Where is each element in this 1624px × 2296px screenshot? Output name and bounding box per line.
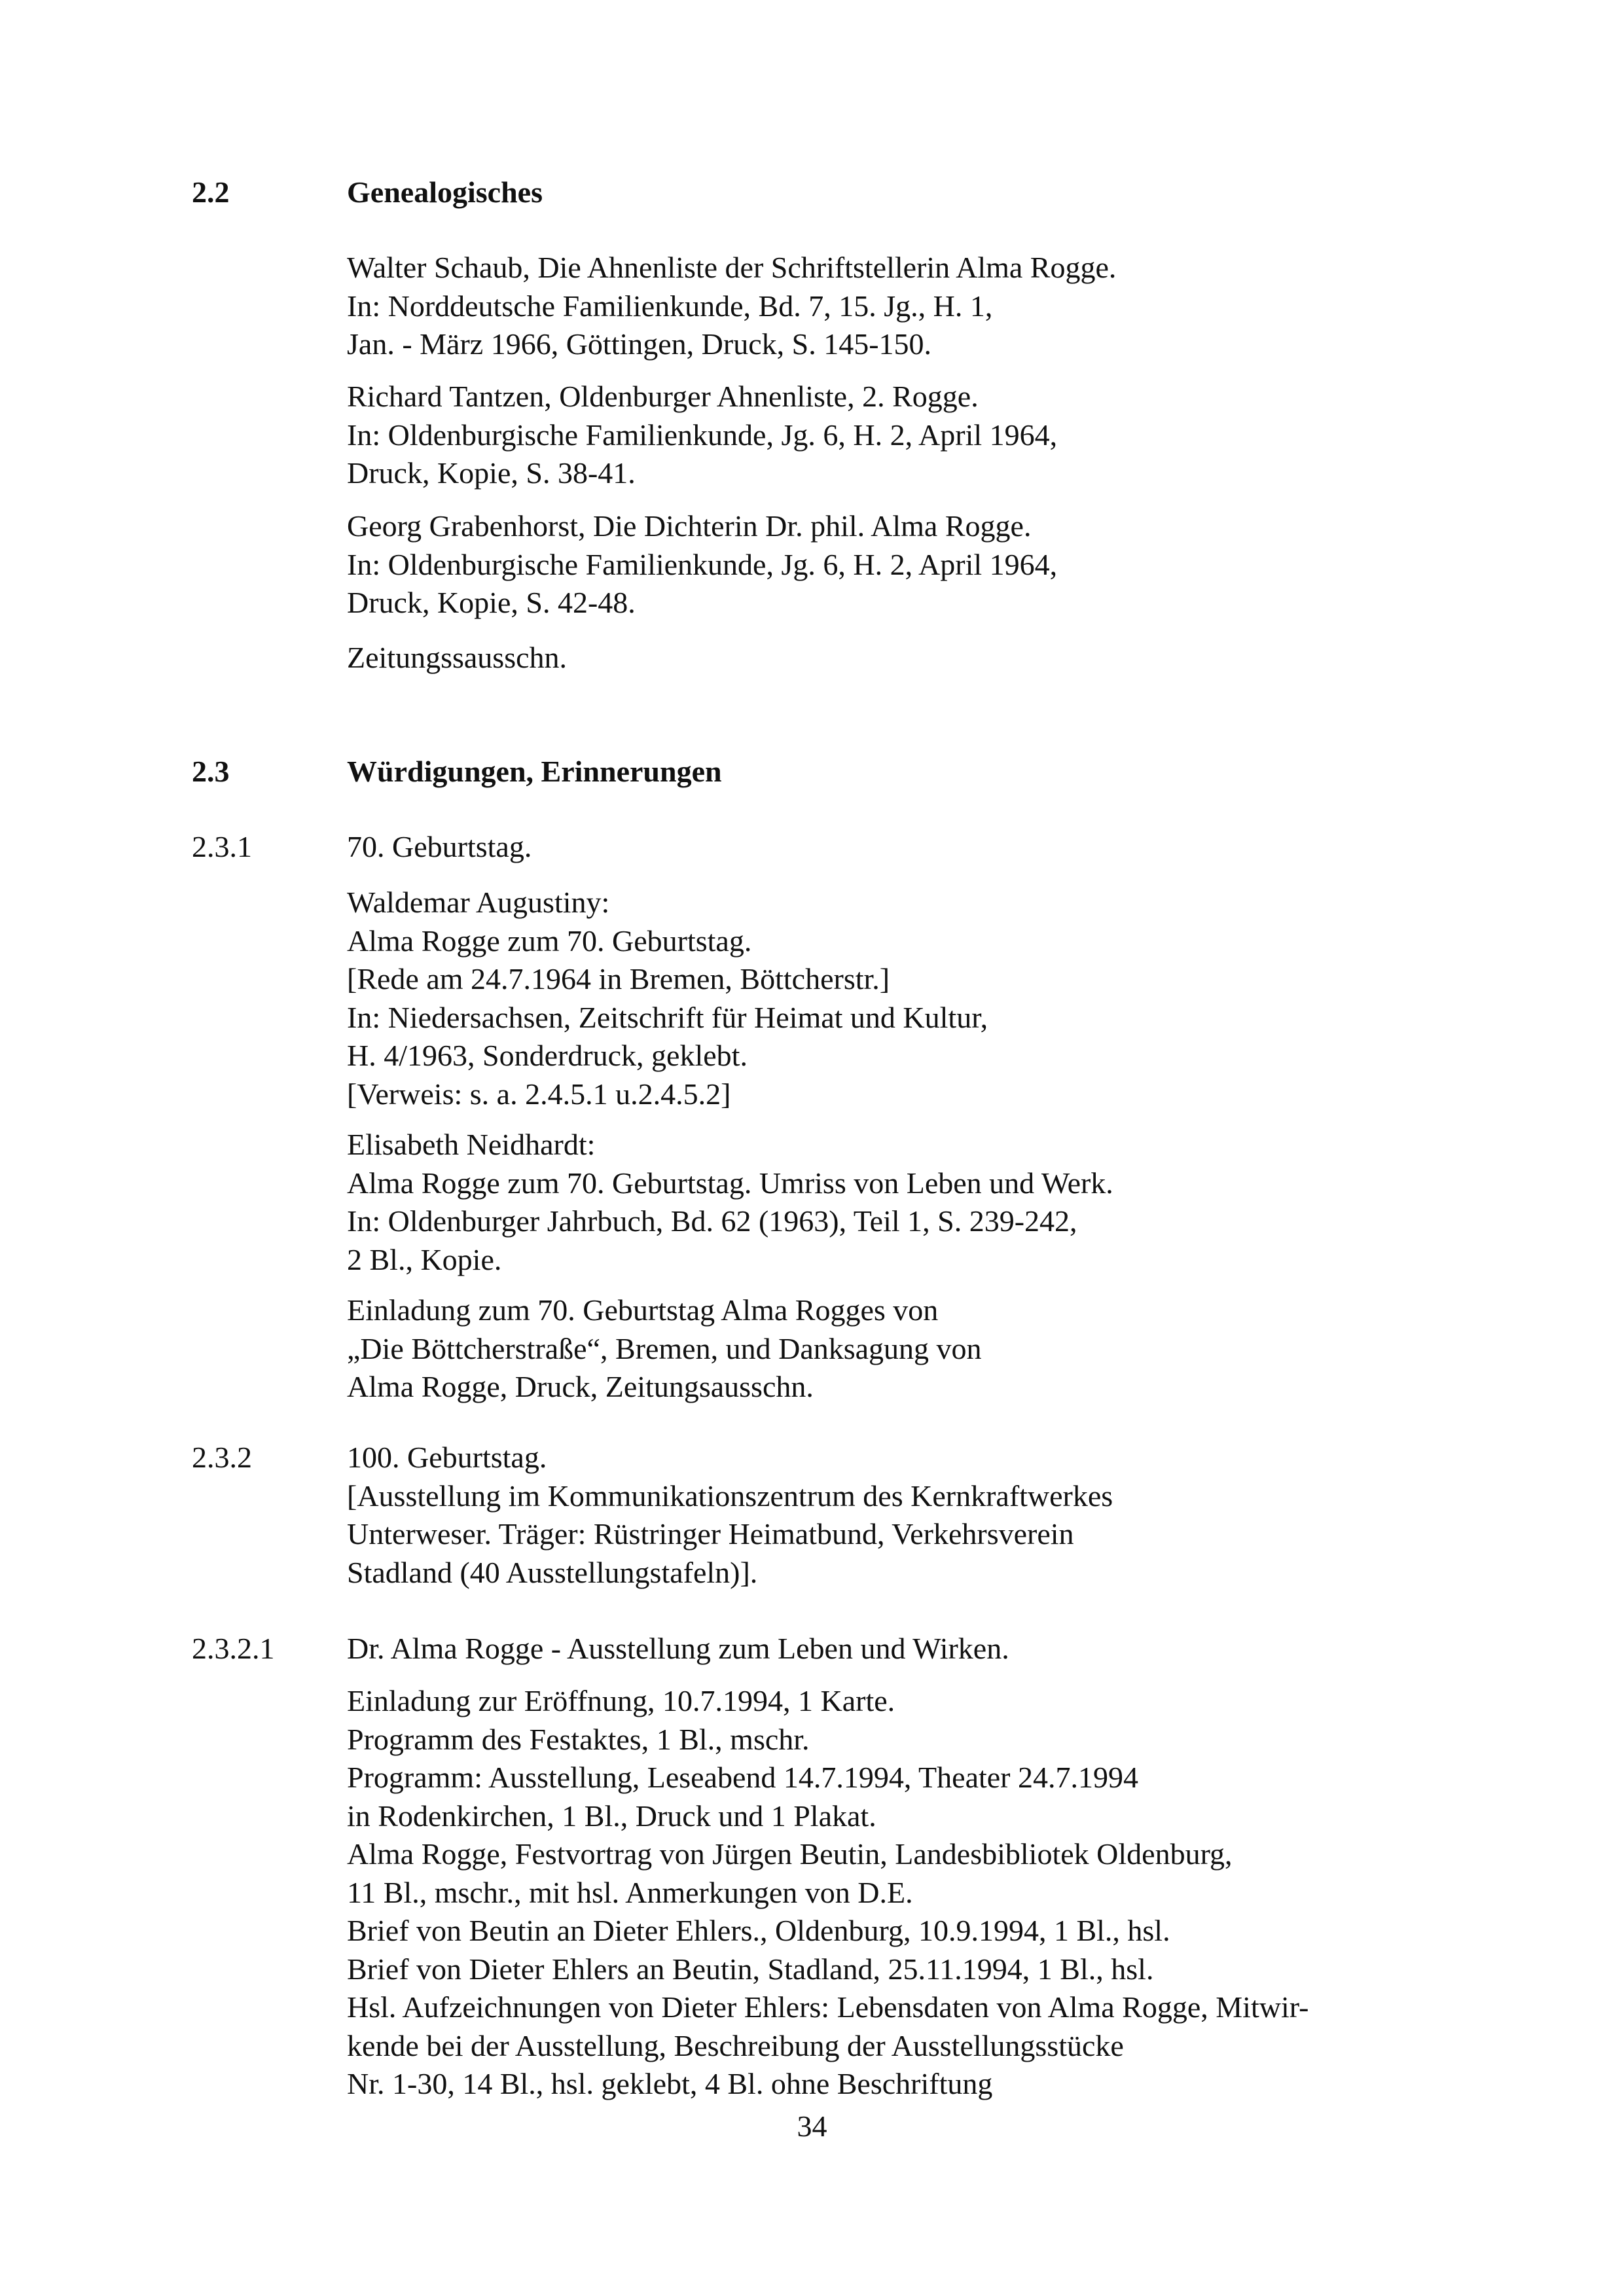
entry-line: Programm des Festaktes, 1 Bl., mschr.	[347, 1722, 810, 1756]
entry-line: Hsl. Aufzeichnungen von Dieter Ehlers: Lebensdaten von Alma Rogge, Mitwir-	[347, 1990, 1309, 2024]
bibliography-entry	[347, 1291, 1591, 1407]
entry-line: Jan. - März 1966, Göttingen, Druck, S. 145-150.	[347, 327, 932, 361]
section-title-wuerdigungen: Würdigungen, Erinnerungen	[347, 755, 722, 788]
entry-line: Walter Schaub, Die Ahnenliste der Schriftstellerin Alma Rogge.	[347, 251, 1117, 284]
entry-line: Richard Tantzen, Oldenburger Ahnenliste, 2. Rogge.	[347, 380, 979, 413]
section-number-2-3: 2.3	[192, 755, 230, 788]
entry-line: Brief von Dieter Ehlers an Beutin, Stadland, 25.11.1994, 1 Bl., hsl.	[347, 1952, 1154, 1986]
bibliography-entry	[347, 884, 1591, 1113]
bibliography-entry	[347, 507, 1591, 622]
entry-line: [Rede am 24.7.1964 in Bremen, Böttcherstr.]	[347, 962, 890, 996]
bibliography-entry	[347, 1126, 1591, 1279]
entry-line: Brief von Beutin an Dieter Ehlers., Oldenburg, 10.9.1994, 1 Bl., hsl.	[347, 1914, 1170, 1947]
bibliography-entry	[347, 1682, 1591, 2104]
entry-line: 100. Geburtstag.	[347, 1441, 547, 1474]
entry-line: Zeitungssausschn.	[347, 641, 568, 674]
bibliography-entry	[347, 249, 1591, 364]
entry-line: Einladung zum 70. Geburtstag Alma Rogges von	[347, 1293, 939, 1327]
entry-line: kende bei der Ausstellung, Beschreibung der Ausstellungsstücke	[347, 2028, 1124, 2062]
section-title-genealogisches: Genealogisches	[347, 175, 543, 209]
entry-line: In: Norddeutsche Familienkunde, Bd. 7, 15. Jg., H. 1,	[347, 289, 993, 323]
entry-line: 2 Bl., Kopie.	[347, 1242, 502, 1276]
entry-line: 11 Bl., mschr., mit hsl. Anmerkungen von D.E.	[347, 1875, 913, 1909]
entry-line: Nr. 1-30, 14 Bl., hsl. geklebt, 4 Bl. ohne Beschriftung	[347, 2067, 993, 2100]
entry-line: Alma Rogge, Druck, Zeitungsausschn.	[347, 1370, 814, 1403]
subsection-number-2-3-2: 2.3.2	[192, 1441, 252, 1474]
entry-line: Einladung zur Eröffnung, 10.7.1994, 1 Karte.	[347, 1684, 895, 1717]
page-number: 34	[797, 2109, 827, 2143]
subsection-title	[347, 828, 1591, 867]
entry-line: Alma Rogge, Festvortrag von Jürgen Beutin, Landesbibliotek Oldenburg,	[347, 1837, 1233, 1871]
entry-line: H. 4/1963, Sonderdruck, geklebt.	[347, 1039, 748, 1072]
bibliography-entry	[347, 378, 1591, 493]
subsection-title-line: Dr. Alma Rogge - Ausstellung zum Leben und Wirken.	[347, 1632, 1009, 1665]
bibliography-entry	[347, 639, 1591, 677]
entry-line: Programm: Ausstellung, Leseabend 14.7.1994, Theater 24.7.1994	[347, 1761, 1139, 1794]
entry-line: Druck, Kopie, S. 42-48.	[347, 586, 636, 619]
entry-line: Georg Grabenhorst, Die Dichterin Dr. phil. Alma Rogge.	[347, 509, 1032, 543]
subsection-block	[347, 1439, 1591, 1592]
entry-line: In: Oldenburger Jahrbuch, Bd. 62 (1963), Teil 1, S. 239-242,	[347, 1204, 1077, 1238]
entry-line: [Ausstellung im Kommunikationszentrum des Kernkraftwerkes	[347, 1479, 1113, 1513]
entry-line: Alma Rogge zum 70. Geburtstag.	[347, 924, 752, 958]
section-number-2-2: 2.2	[192, 175, 230, 209]
entry-line: In: Oldenburgische Familienkunde, Jg. 6, H. 2, April 1964,	[347, 547, 1058, 581]
entry-line: In: Niedersachsen, Zeitschrift für Heimat und Kultur,	[347, 1000, 988, 1034]
subsection-title	[347, 1630, 1591, 1668]
entry-line: Stadland (40 Ausstellungstafeln)].	[347, 1555, 758, 1589]
subsection-title-line: 70. Geburtstag.	[347, 830, 532, 863]
subsection-number-2-3-2-1: 2.3.2.1	[192, 1632, 275, 1665]
entry-line: Unterweser. Träger: Rüstringer Heimatbund, Verkehrsverein	[347, 1517, 1074, 1551]
entry-line: in Rodenkirchen, 1 Bl., Druck und 1 Plakat.	[347, 1799, 876, 1833]
subsection-number-2-3-1: 2.3.1	[192, 830, 252, 863]
entry-line: In: Oldenburgische Familienkunde, Jg. 6, H. 2, April 1964,	[347, 418, 1058, 452]
entry-line: Alma Rogge zum 70. Geburtstag. Umriss von Leben und Werk.	[347, 1166, 1113, 1200]
entry-line: „Die Böttcherstraße“, Bremen, und Danksagung von	[347, 1331, 982, 1365]
entry-line: Druck, Kopie, S. 38-41.	[347, 456, 636, 490]
entry-line: Waldemar Augustiny:	[347, 886, 610, 919]
entry-line: Elisabeth Neidhardt:	[347, 1128, 596, 1161]
entry-line: [Verweis: s. a. 2.4.5.1 u.2.4.5.2]	[347, 1077, 731, 1111]
